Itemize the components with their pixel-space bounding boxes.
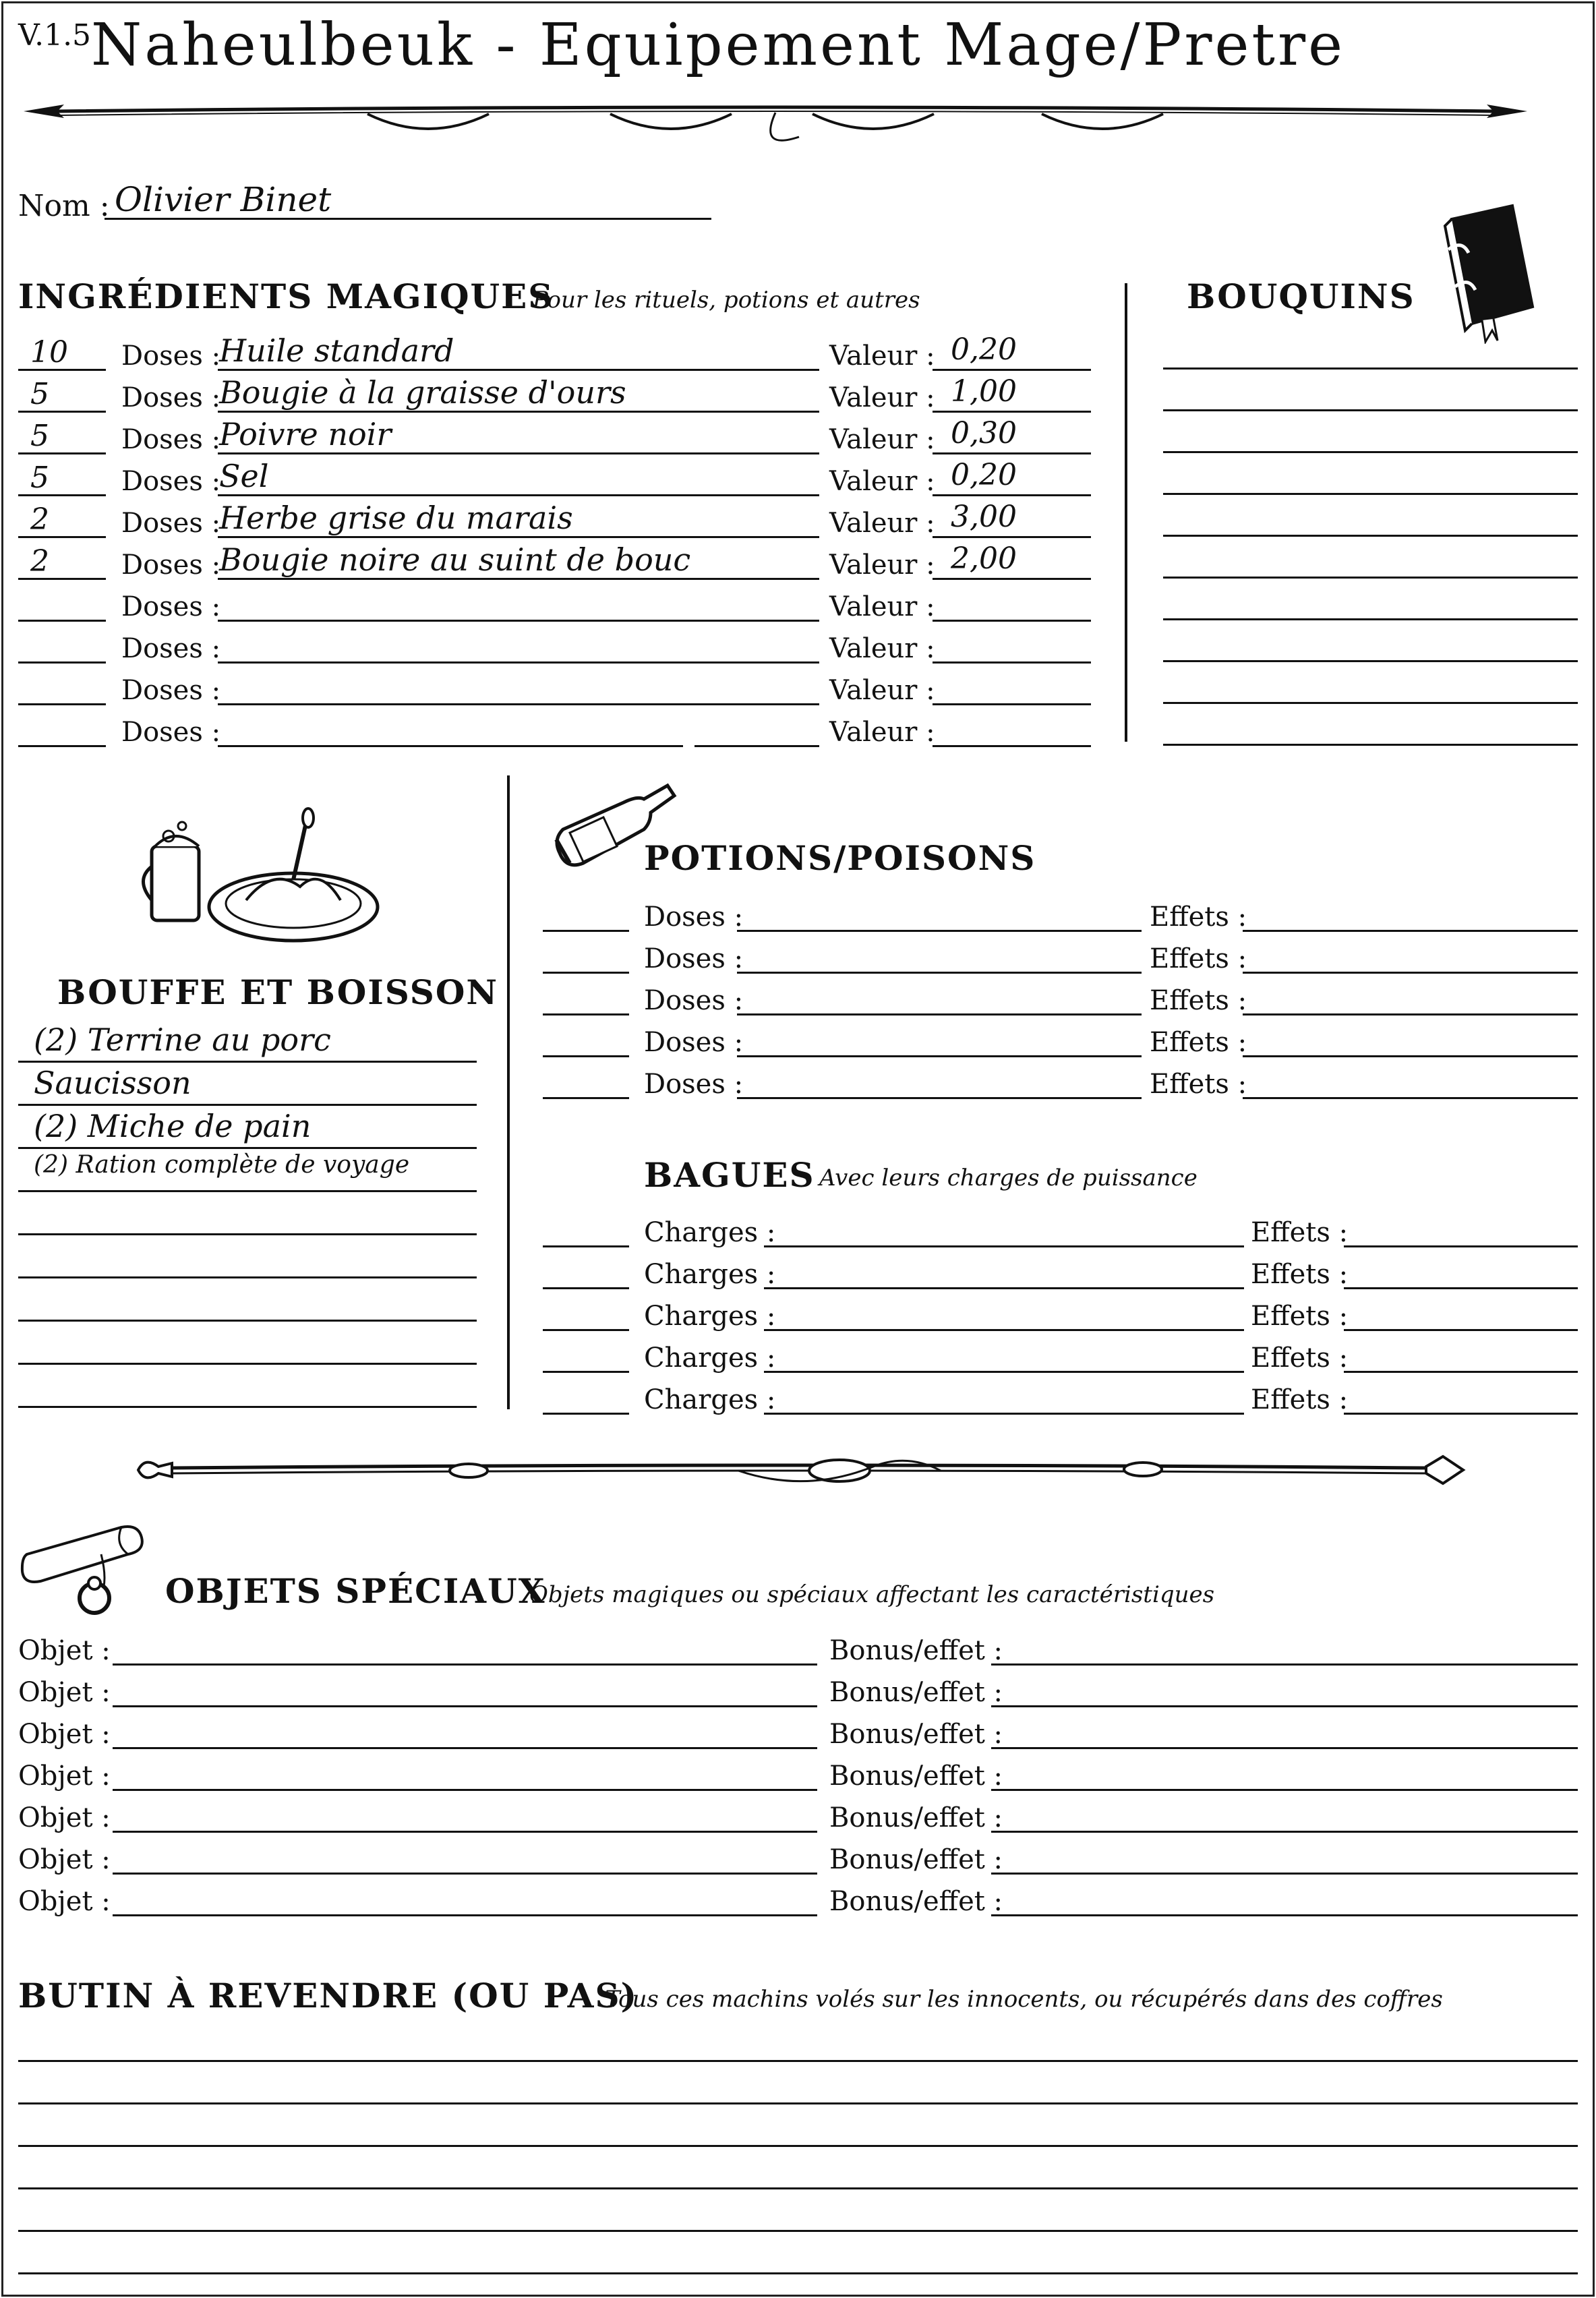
potion-effets-label: Effets : [1150, 985, 1247, 1016]
bague-effets-label: Effets : [1251, 1343, 1349, 1374]
bouffe-item[interactable]: Saucisson [34, 1065, 191, 1101]
butin-line[interactable] [18, 2102, 1578, 2104]
ingredient-name[interactable]: Bougie noire au suint de bouc [219, 541, 691, 578]
bague-charges-line[interactable] [764, 1329, 1244, 1331]
name-label: Nom : [18, 189, 110, 223]
bonus-label: Bonus/effet : [829, 1635, 1003, 1666]
character-sheet [1, 1, 1595, 2297]
objet-line[interactable] [113, 1873, 817, 1875]
potion-doses-label: Doses : [644, 943, 744, 974]
qty-line [18, 703, 106, 705]
bague-effet-line[interactable] [1344, 1371, 1578, 1373]
bague-charges-label: Charges : [644, 1343, 776, 1374]
potion-effets-label: Effets : [1150, 943, 1247, 974]
ingredient-value[interactable]: 2,00 [951, 541, 1017, 576]
valeur-label: Valeur : [829, 424, 935, 455]
valeur-label: Valeur : [829, 675, 935, 706]
potion-qty-line[interactable] [543, 1013, 629, 1015]
ingredient-qty[interactable]: 2 [30, 544, 49, 579]
qty-line [18, 369, 106, 371]
bague-qty-line[interactable] [543, 1371, 629, 1373]
bague-charges-label: Charges : [644, 1259, 776, 1290]
doses-label: Doses : [121, 341, 221, 372]
bouffe-line [18, 1104, 477, 1106]
name-line [218, 536, 819, 538]
bouffe-line [18, 1363, 477, 1365]
bague-effets-label: Effets : [1251, 1259, 1349, 1290]
objet-label: Objet : [18, 1719, 111, 1750]
objet-line[interactable] [113, 1747, 817, 1749]
bouffe-line [18, 1320, 477, 1322]
qty-line [18, 620, 106, 622]
name-line [218, 494, 819, 496]
bouffe-item[interactable]: (2) Miche de pain [34, 1108, 312, 1144]
value-line [933, 703, 1091, 705]
bouquin-line[interactable] [1163, 660, 1578, 662]
doses-label: Doses : [121, 466, 221, 497]
name-line [218, 703, 819, 705]
bouffe-item[interactable]: (2) Terrine au porc [34, 1022, 331, 1058]
bouquin-line[interactable] [1163, 744, 1578, 746]
bonus-line[interactable] [991, 1873, 1578, 1875]
ingredients-subtitle: Pour les rituels, potions et autres [533, 287, 920, 314]
potion-effets-label: Effets : [1150, 1027, 1247, 1058]
book-icon [1438, 199, 1539, 344]
ingredient-value[interactable]: 0,20 [951, 458, 1017, 492]
ingredient-name[interactable]: Huile standard [219, 332, 454, 369]
bague-charges-line[interactable] [764, 1245, 1244, 1247]
objets-subtitle: Objets magiques ou spéciaux affectant les caractéristiques [529, 1581, 1215, 1608]
bouffe-title: BOUFFE ET BOISSON [57, 972, 499, 1012]
bonus-line[interactable] [991, 1914, 1578, 1916]
name-line [218, 411, 819, 413]
butin-line[interactable] [18, 2145, 1578, 2147]
doses-label: Doses : [121, 424, 221, 455]
bague-effets-label: Effets : [1251, 1384, 1349, 1415]
butin-line[interactable] [18, 2230, 1578, 2232]
objet-line[interactable] [113, 1705, 817, 1707]
butin-line[interactable] [18, 2060, 1578, 2062]
bague-effets-label: Effets : [1251, 1217, 1349, 1248]
bouffe-line [18, 1406, 477, 1408]
arrow-divider-icon [17, 90, 1534, 150]
doses-label: Doses : [121, 675, 221, 706]
potion-effet-line[interactable] [1243, 1097, 1578, 1099]
value-line [933, 578, 1091, 580]
objet-label: Objet : [18, 1802, 111, 1833]
potion-qty-line[interactable] [543, 972, 629, 974]
ingredient-qty[interactable]: 10 [30, 335, 68, 370]
objet-label: Objet : [18, 1677, 111, 1708]
version-label: V.1.5 [18, 18, 92, 53]
bouffe-line [18, 1147, 477, 1149]
name-line [218, 452, 819, 454]
objet-line[interactable] [113, 1831, 817, 1833]
doses-label: Doses : [121, 550, 221, 581]
objet-line[interactable] [113, 1663, 817, 1666]
bonus-label: Bonus/effet : [829, 1844, 1003, 1875]
potion-name-line[interactable] [737, 972, 1142, 974]
bouffe-line [18, 1276, 477, 1278]
potion-qty-line[interactable] [543, 930, 629, 932]
ingredient-name[interactable]: Bougie à la graisse d'ours [219, 374, 626, 411]
valeur-label: Valeur : [829, 341, 935, 372]
bonus-label: Bonus/effet : [829, 1761, 1003, 1792]
name-line [694, 745, 819, 747]
ingredients-title: INGRÉDIENTS MAGIQUES [18, 276, 554, 316]
objet-line[interactable] [113, 1914, 817, 1916]
ingredient-value[interactable]: 1,00 [951, 374, 1017, 409]
bagues-subtitle: Avec leurs charges de puissance [819, 1165, 1198, 1191]
potion-effet-line[interactable] [1243, 1013, 1578, 1015]
name-field[interactable]: Olivier Binet [115, 180, 332, 219]
butin-line[interactable] [18, 2272, 1578, 2274]
bagues-title: BAGUES [644, 1155, 815, 1195]
potion-doses-label: Doses : [644, 1069, 744, 1100]
potion-doses-label: Doses : [644, 902, 744, 933]
staff-divider-icon [131, 1446, 1467, 1500]
objets-title: OBJETS SPÉCIAUX [165, 1571, 546, 1611]
bouquins-title: BOUQUINS [1187, 276, 1415, 316]
valeur-label: Valeur : [829, 508, 935, 539]
valeur-label: Valeur : [829, 466, 935, 497]
bonus-line[interactable] [991, 1705, 1578, 1707]
ingredient-name[interactable]: Poivre noir [219, 416, 392, 452]
bague-qty-line[interactable] [543, 1287, 629, 1289]
bonus-label: Bonus/effet : [829, 1802, 1003, 1833]
bouquin-line[interactable] [1163, 618, 1578, 620]
bouffe-item[interactable]: (2) Ration complète de voyage [34, 1151, 410, 1179]
bonus-line[interactable] [991, 1789, 1578, 1791]
scroll-ring-icon [20, 1514, 162, 1622]
bouquin-line[interactable] [1163, 451, 1578, 453]
name-line [218, 578, 819, 580]
objet-label: Objet : [18, 1844, 111, 1875]
bague-effet-line[interactable] [1344, 1245, 1578, 1247]
value-line [933, 536, 1091, 538]
value-line [933, 661, 1091, 664]
valeur-label: Valeur : [829, 717, 935, 748]
bouquin-line[interactable] [1163, 493, 1578, 495]
bague-charges-label: Charges : [644, 1384, 776, 1415]
bonus-line[interactable] [991, 1663, 1578, 1666]
bonus-line[interactable] [991, 1831, 1578, 1833]
potion-effets-label: Effets : [1150, 1069, 1247, 1100]
qty-line [18, 536, 106, 538]
doses-label: Doses : [121, 508, 221, 539]
ingredient-qty[interactable]: 2 [30, 502, 49, 537]
name-line [218, 620, 819, 622]
bouquin-line[interactable] [1163, 409, 1578, 411]
name-line [218, 661, 819, 664]
bague-effet-line[interactable] [1344, 1329, 1578, 1331]
butin-line[interactable] [18, 2187, 1578, 2189]
bague-charges-line[interactable] [764, 1287, 1244, 1289]
potion-qty-line[interactable] [543, 1055, 629, 1057]
qty-line [18, 661, 106, 664]
qty-line [18, 452, 106, 454]
objet-label: Objet : [18, 1761, 111, 1792]
value-line [933, 745, 1091, 747]
value-line [933, 411, 1091, 413]
bouquin-line[interactable] [1163, 367, 1578, 370]
bague-charges-line[interactable] [764, 1413, 1244, 1415]
butin-title: BUTIN À REVENDRE (OU PAS) [18, 1976, 639, 2015]
potion-effet-line[interactable] [1243, 1055, 1578, 1057]
value-line [933, 369, 1091, 371]
qty-line [18, 745, 106, 747]
doses-label: Doses : [121, 382, 221, 413]
butin-subtitle: Tous ces machins volés sur les innocents, ou récupérés dans des coffres [605, 1986, 1443, 2013]
bague-effets-label: Effets : [1251, 1301, 1349, 1332]
page-title: Naheulbeuk - Equipement Mage/Pretre [91, 11, 1345, 79]
bague-charges-line[interactable] [764, 1371, 1244, 1373]
ingredient-qty[interactable]: 5 [30, 377, 49, 411]
food-icon [138, 806, 381, 947]
name-line [218, 369, 819, 371]
potion-name-line[interactable] [737, 1097, 1142, 1099]
bonus-label: Bonus/effet : [829, 1719, 1003, 1750]
name-line [218, 745, 683, 747]
potion-doses-label: Doses : [644, 1027, 744, 1058]
potion-name-line[interactable] [737, 1055, 1142, 1057]
bonus-line[interactable] [991, 1747, 1578, 1749]
bouffe-line [18, 1061, 477, 1063]
potion-name-line[interactable] [737, 1013, 1142, 1015]
bague-qty-line[interactable] [543, 1245, 629, 1247]
value-line [933, 620, 1091, 622]
bouffe-line [18, 1233, 477, 1235]
bouffe-line [18, 1190, 477, 1192]
objet-label: Objet : [18, 1886, 111, 1917]
qty-line [18, 494, 106, 496]
potion-effets-label: Effets : [1150, 902, 1247, 933]
potion-qty-line[interactable] [543, 1097, 629, 1099]
valeur-label: Valeur : [829, 382, 935, 413]
bouquin-line[interactable] [1163, 535, 1578, 537]
bague-effet-line[interactable] [1344, 1413, 1578, 1415]
potion-effet-line[interactable] [1243, 972, 1578, 974]
qty-line [18, 578, 106, 580]
bague-qty-line[interactable] [543, 1413, 629, 1415]
bague-effet-line[interactable] [1344, 1287, 1578, 1289]
doses-label: Doses : [121, 591, 221, 622]
bonus-label: Bonus/effet : [829, 1677, 1003, 1708]
ingredient-name[interactable]: Sel [219, 458, 269, 494]
ingredient-qty[interactable]: 5 [30, 419, 49, 453]
bouquin-line[interactable] [1163, 577, 1578, 579]
potions-title: POTIONS/POISONS [644, 838, 1036, 878]
doses-label: Doses : [121, 633, 221, 664]
ingredient-value[interactable]: 0,30 [951, 416, 1017, 450]
bonus-label: Bonus/effet : [829, 1886, 1003, 1917]
bague-charges-label: Charges : [644, 1217, 776, 1248]
bouquin-line[interactable] [1163, 702, 1578, 704]
valeur-label: Valeur : [829, 633, 935, 664]
potion-effet-line[interactable] [1243, 930, 1578, 932]
objet-line[interactable] [113, 1789, 817, 1791]
doses-label: Doses : [121, 717, 221, 748]
value-line [933, 494, 1091, 496]
bague-qty-line[interactable] [543, 1329, 629, 1331]
bague-charges-label: Charges : [644, 1301, 776, 1332]
ingredient-name[interactable]: Herbe grise du marais [219, 500, 573, 536]
objet-label: Objet : [18, 1635, 111, 1666]
ingredient-qty[interactable]: 5 [30, 461, 49, 495]
valeur-label: Valeur : [829, 550, 935, 581]
ingredient-value[interactable]: 0,20 [951, 332, 1017, 367]
ingredient-value[interactable]: 3,00 [951, 500, 1017, 534]
value-line [933, 452, 1091, 454]
potion-doses-label: Doses : [644, 985, 744, 1016]
potion-name-line[interactable] [737, 930, 1142, 932]
valeur-label: Valeur : [829, 591, 935, 622]
qty-line [18, 411, 106, 413]
